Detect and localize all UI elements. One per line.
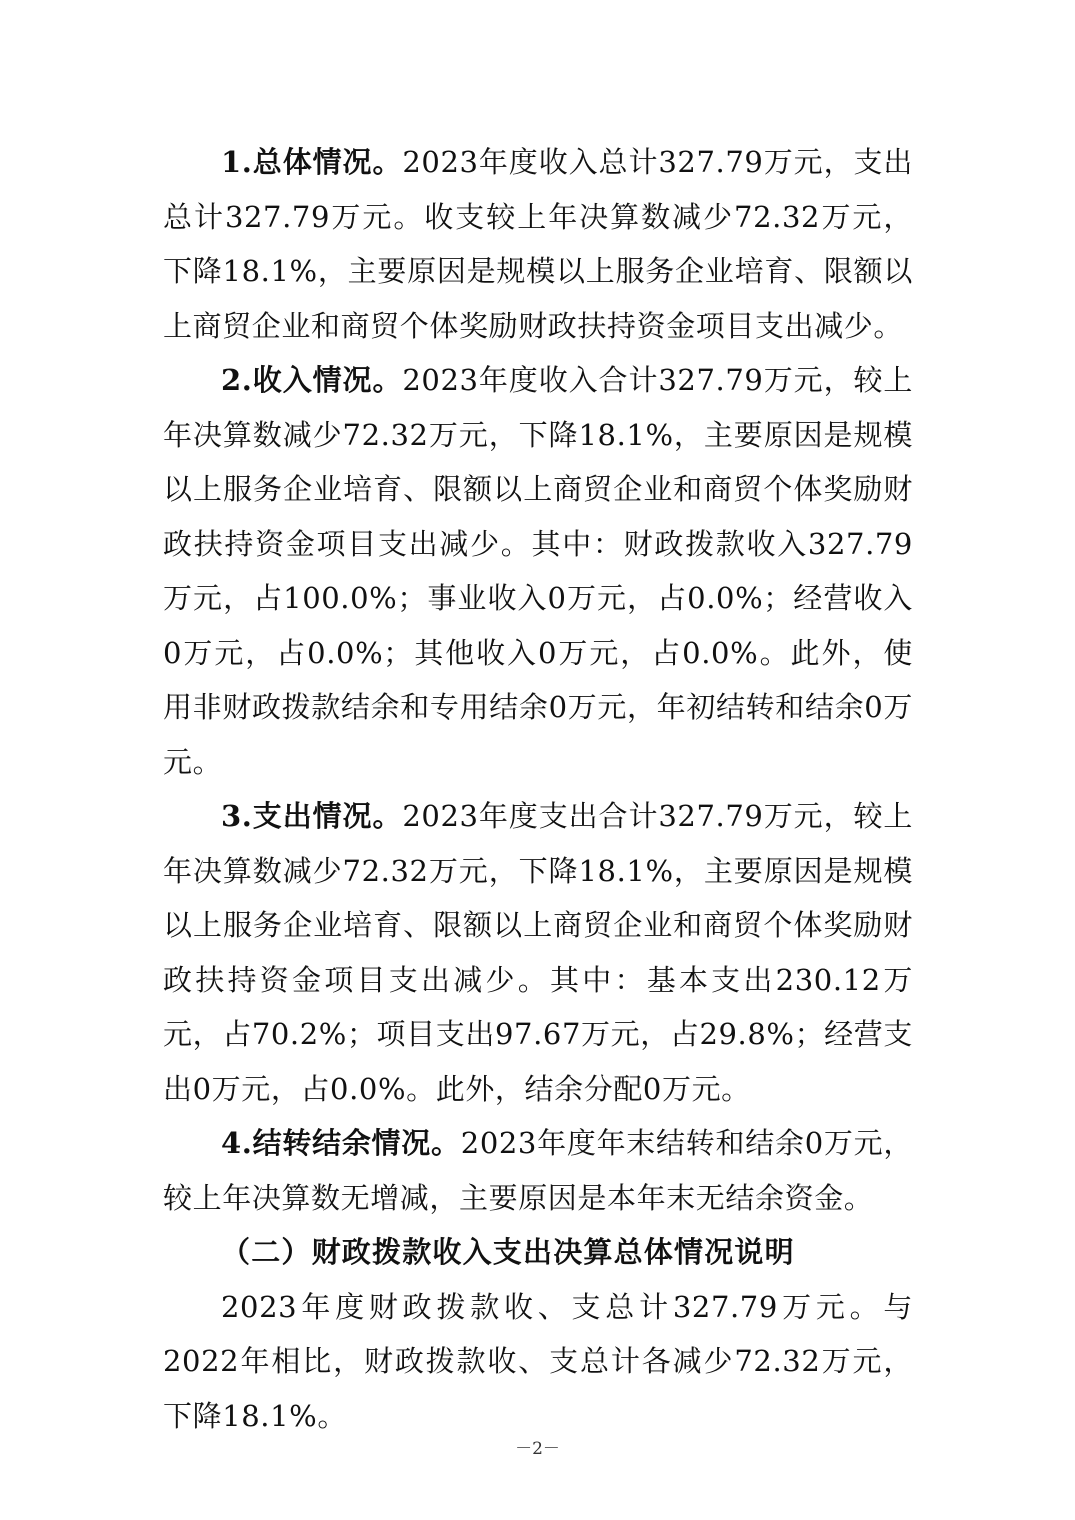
paragraph-lead: 2.收入情况。 [221, 363, 403, 397]
paragraph-carryover [163, 1116, 913, 1225]
paragraph-income [163, 353, 913, 789]
document-body [163, 135, 913, 1443]
paragraph-text: 2023年度支出合计327.79万元，较上年决算数减少72.32万元，下降18.1%，主要原因是规模以上服务企业培育、限额以上商贸企业和商贸个体奖励财政扶持资金项目支出减少。其中：基本支出230.12万元，占70.2%；项目支出97.67万元，占29.8%；经营支出0万元，占0.0%。此外，结余分配0万元。 [163, 799, 913, 1106]
section-subheading: （二）财政拨款收入支出决算总体情况说明 [221, 1235, 795, 1269]
paragraph-expenditure [163, 789, 913, 1116]
paragraph-text: 2023年度收入合计327.79万元，较上年决算数减少72.32万元，下降18.1%，主要原因是规模以上服务企业培育、限额以上商贸企业和商贸个体奖励财政扶持资金项目支出减少。其中：财政拨款收入327.79万元，占100.0%；事业收入0万元，占0.0%；经营收入0万元，占0.0%；其他收入0万元，占0.0%。此外，使用非财政拨款结余和专用结余0万元，年初结转和结余0万元。 [163, 363, 913, 779]
paragraph-text: 2023年度年末结转和结余0万元，较上年决算数无增减，主要原因是本年末无结余资金。 [163, 1126, 913, 1215]
paragraph-fiscal-summary: 2023年度财政拨款收、支总计327.79万元。与2022年相比，财政拨款收、支总计各减少72.32万元，下降18.1%。 [163, 1289, 913, 1433]
paragraph-lead: 1.总体情况。 [221, 145, 403, 179]
page-number: －2－ [515, 1439, 560, 1459]
paragraph-lead: 3.支出情况。 [221, 799, 403, 833]
paragraph-lead: 4.结转结余情况。 [221, 1126, 461, 1160]
paragraph-text: 2023年度收入总计327.79万元，支出总计327.79万元。收支较上年决算数减少72.32万元，下降18.1%，主要原因是规模以上服务企业培育、限额以上商贸企业和商贸个体奖励财政扶持资金项目支出减少。 [163, 145, 913, 343]
paragraph-overall [163, 135, 913, 353]
